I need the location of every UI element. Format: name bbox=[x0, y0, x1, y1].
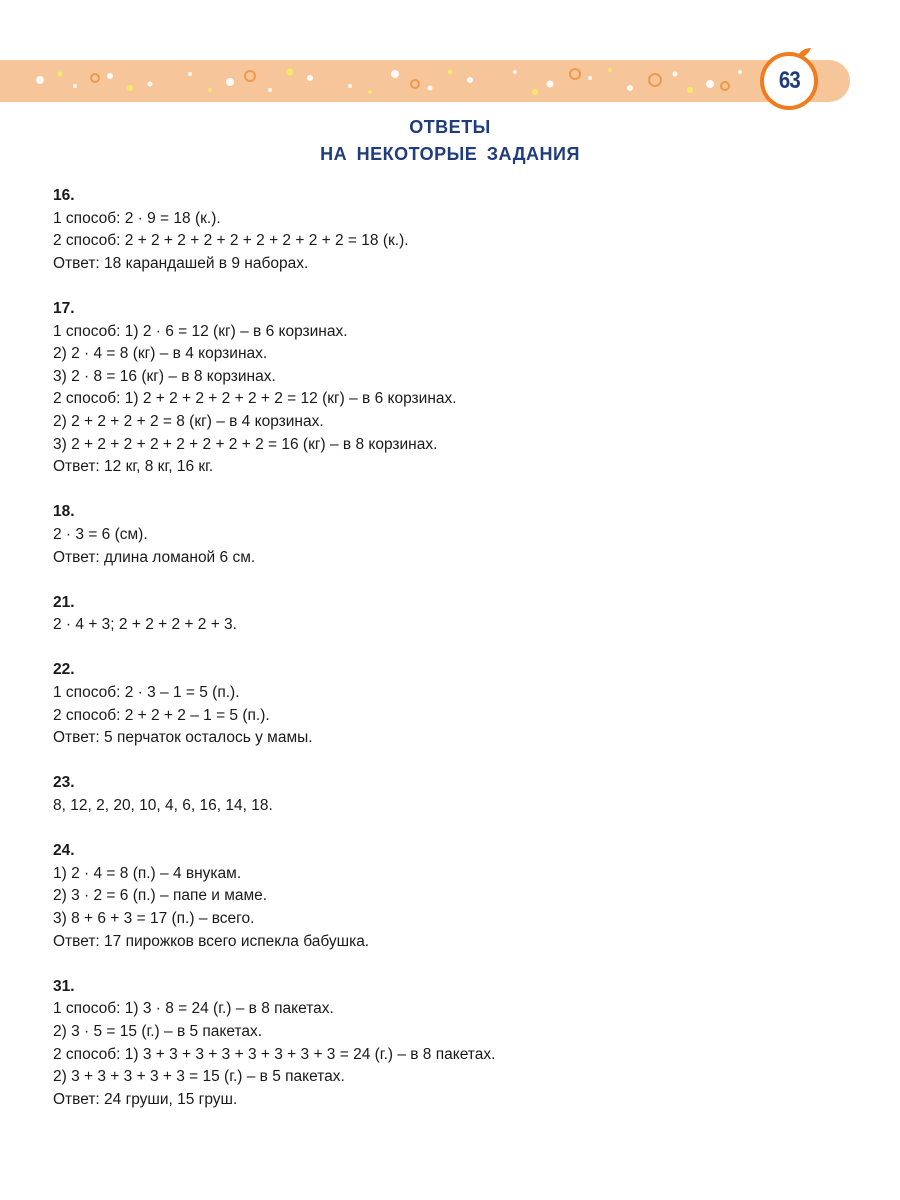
page-number-badge bbox=[760, 52, 818, 110]
answer-line: 1 способ: 2 · 9 = 18 (к.). bbox=[53, 209, 221, 227]
answer-number: 16. bbox=[53, 187, 75, 204]
answer-block bbox=[53, 501, 853, 569]
answer-block bbox=[53, 185, 853, 275]
answer-line: 3) 2 + 2 + 2 + 2 + 2 + 2 + 2 + 2 = 16 (кг) – в 8 корзинах. bbox=[53, 435, 438, 453]
answer-number: 31. bbox=[53, 977, 75, 995]
answer-line: 2 · 3 = 6 (см). bbox=[53, 525, 148, 543]
answer-number: 23. bbox=[53, 774, 75, 792]
answer-line: Ответ: 24 груши, 15 груш. bbox=[53, 1090, 238, 1108]
answer-block bbox=[53, 772, 853, 817]
answer-line: 2 способ: 2 + 2 + 2 + 2 + 2 + 2 + 2 + 2 + 2 = 18 (к.). bbox=[53, 232, 409, 250]
page-title-line-2: НА НЕКОТОРЫЕ ЗАДАНИЯ bbox=[320, 144, 580, 164]
answer-number: 22. bbox=[53, 661, 75, 679]
answer-block bbox=[53, 592, 853, 637]
answers-list bbox=[53, 185, 853, 1134]
answer-number: 21. bbox=[53, 593, 75, 611]
page-title bbox=[0, 114, 900, 168]
answer-line: Ответ: 18 карандашей в 9 наборах. bbox=[53, 254, 309, 272]
answer-line: 2) 3 · 5 = 15 (г.) – в 5 пакетах. bbox=[53, 1022, 263, 1040]
answer-line: 2) 2 · 4 = 8 (кг) – в 4 корзинах. bbox=[53, 345, 268, 363]
answer-block bbox=[53, 659, 853, 749]
answer-line: 2 · 4 + 3; 2 + 2 + 2 + 2 + 3. bbox=[53, 616, 237, 634]
answer-line: 3) 8 + 6 + 3 = 17 (п.) – всего. bbox=[53, 910, 255, 927]
answer-line: Ответ: 12 кг, 8 кг, 16 кг. bbox=[53, 458, 214, 476]
header-decorative-band bbox=[0, 60, 850, 102]
answer-line: Ответ: длина ломаной 6 см. bbox=[53, 548, 256, 566]
answer-number: 24. bbox=[53, 842, 75, 860]
answer-line: 2) 2 + 2 + 2 + 2 = 8 (кг) – в 4 корзинах. bbox=[53, 412, 324, 430]
answer-block bbox=[53, 840, 853, 953]
page-number: 63 bbox=[778, 67, 800, 94]
answer-line: 3) 2 · 8 = 16 (кг) – в 8 корзинах. bbox=[53, 367, 276, 385]
answer-number: 18. bbox=[53, 503, 75, 521]
answer-line: 2 способ: 2 + 2 + 2 – 1 = 5 (п.). bbox=[53, 706, 270, 724]
answer-block bbox=[53, 976, 853, 1112]
answer-line: 2 способ: 1) 3 + 3 + 3 + 3 + 3 + 3 + 3 + 3 = 24 (г.) – в 8 пакетах. bbox=[53, 1045, 496, 1063]
answer-line: 1 способ: 2 · 3 – 1 = 5 (п.). bbox=[53, 684, 240, 702]
answer-line: Ответ: 17 пирожков всего испекла бабушка. bbox=[53, 932, 370, 950]
answer-number: 17. bbox=[53, 299, 75, 317]
answer-line: 8, 12, 2, 20, 10, 4, 6, 16, 14, 18. bbox=[53, 797, 273, 815]
answer-line: 2 способ: 1) 2 + 2 + 2 + 2 + 2 + 2 = 12 (кг) – в 6 корзинах. bbox=[53, 390, 457, 408]
answer-line: 1 способ: 1) 2 · 6 = 12 (кг) – в 6 корзинах. bbox=[53, 322, 348, 340]
answer-line: Ответ: 5 перчаток осталось у мамы. bbox=[53, 729, 313, 747]
answer-line: 1 способ: 1) 3 · 8 = 24 (г.) – в 8 пакетах. bbox=[53, 1000, 334, 1018]
answer-line: 2) 3 · 2 = 6 (п.) – папе и маме. bbox=[53, 887, 268, 905]
page-title-line-1: ОТВЕТЫ bbox=[409, 117, 491, 137]
answer-block bbox=[53, 298, 853, 479]
dots-decoration-icon bbox=[0, 60, 850, 102]
answer-line: 2) 3 + 3 + 3 + 3 + 3 = 15 (г.) – в 5 пакетах. bbox=[53, 1068, 345, 1086]
answer-line: 1) 2 · 4 = 8 (п.) – 4 внукам. bbox=[53, 864, 242, 882]
